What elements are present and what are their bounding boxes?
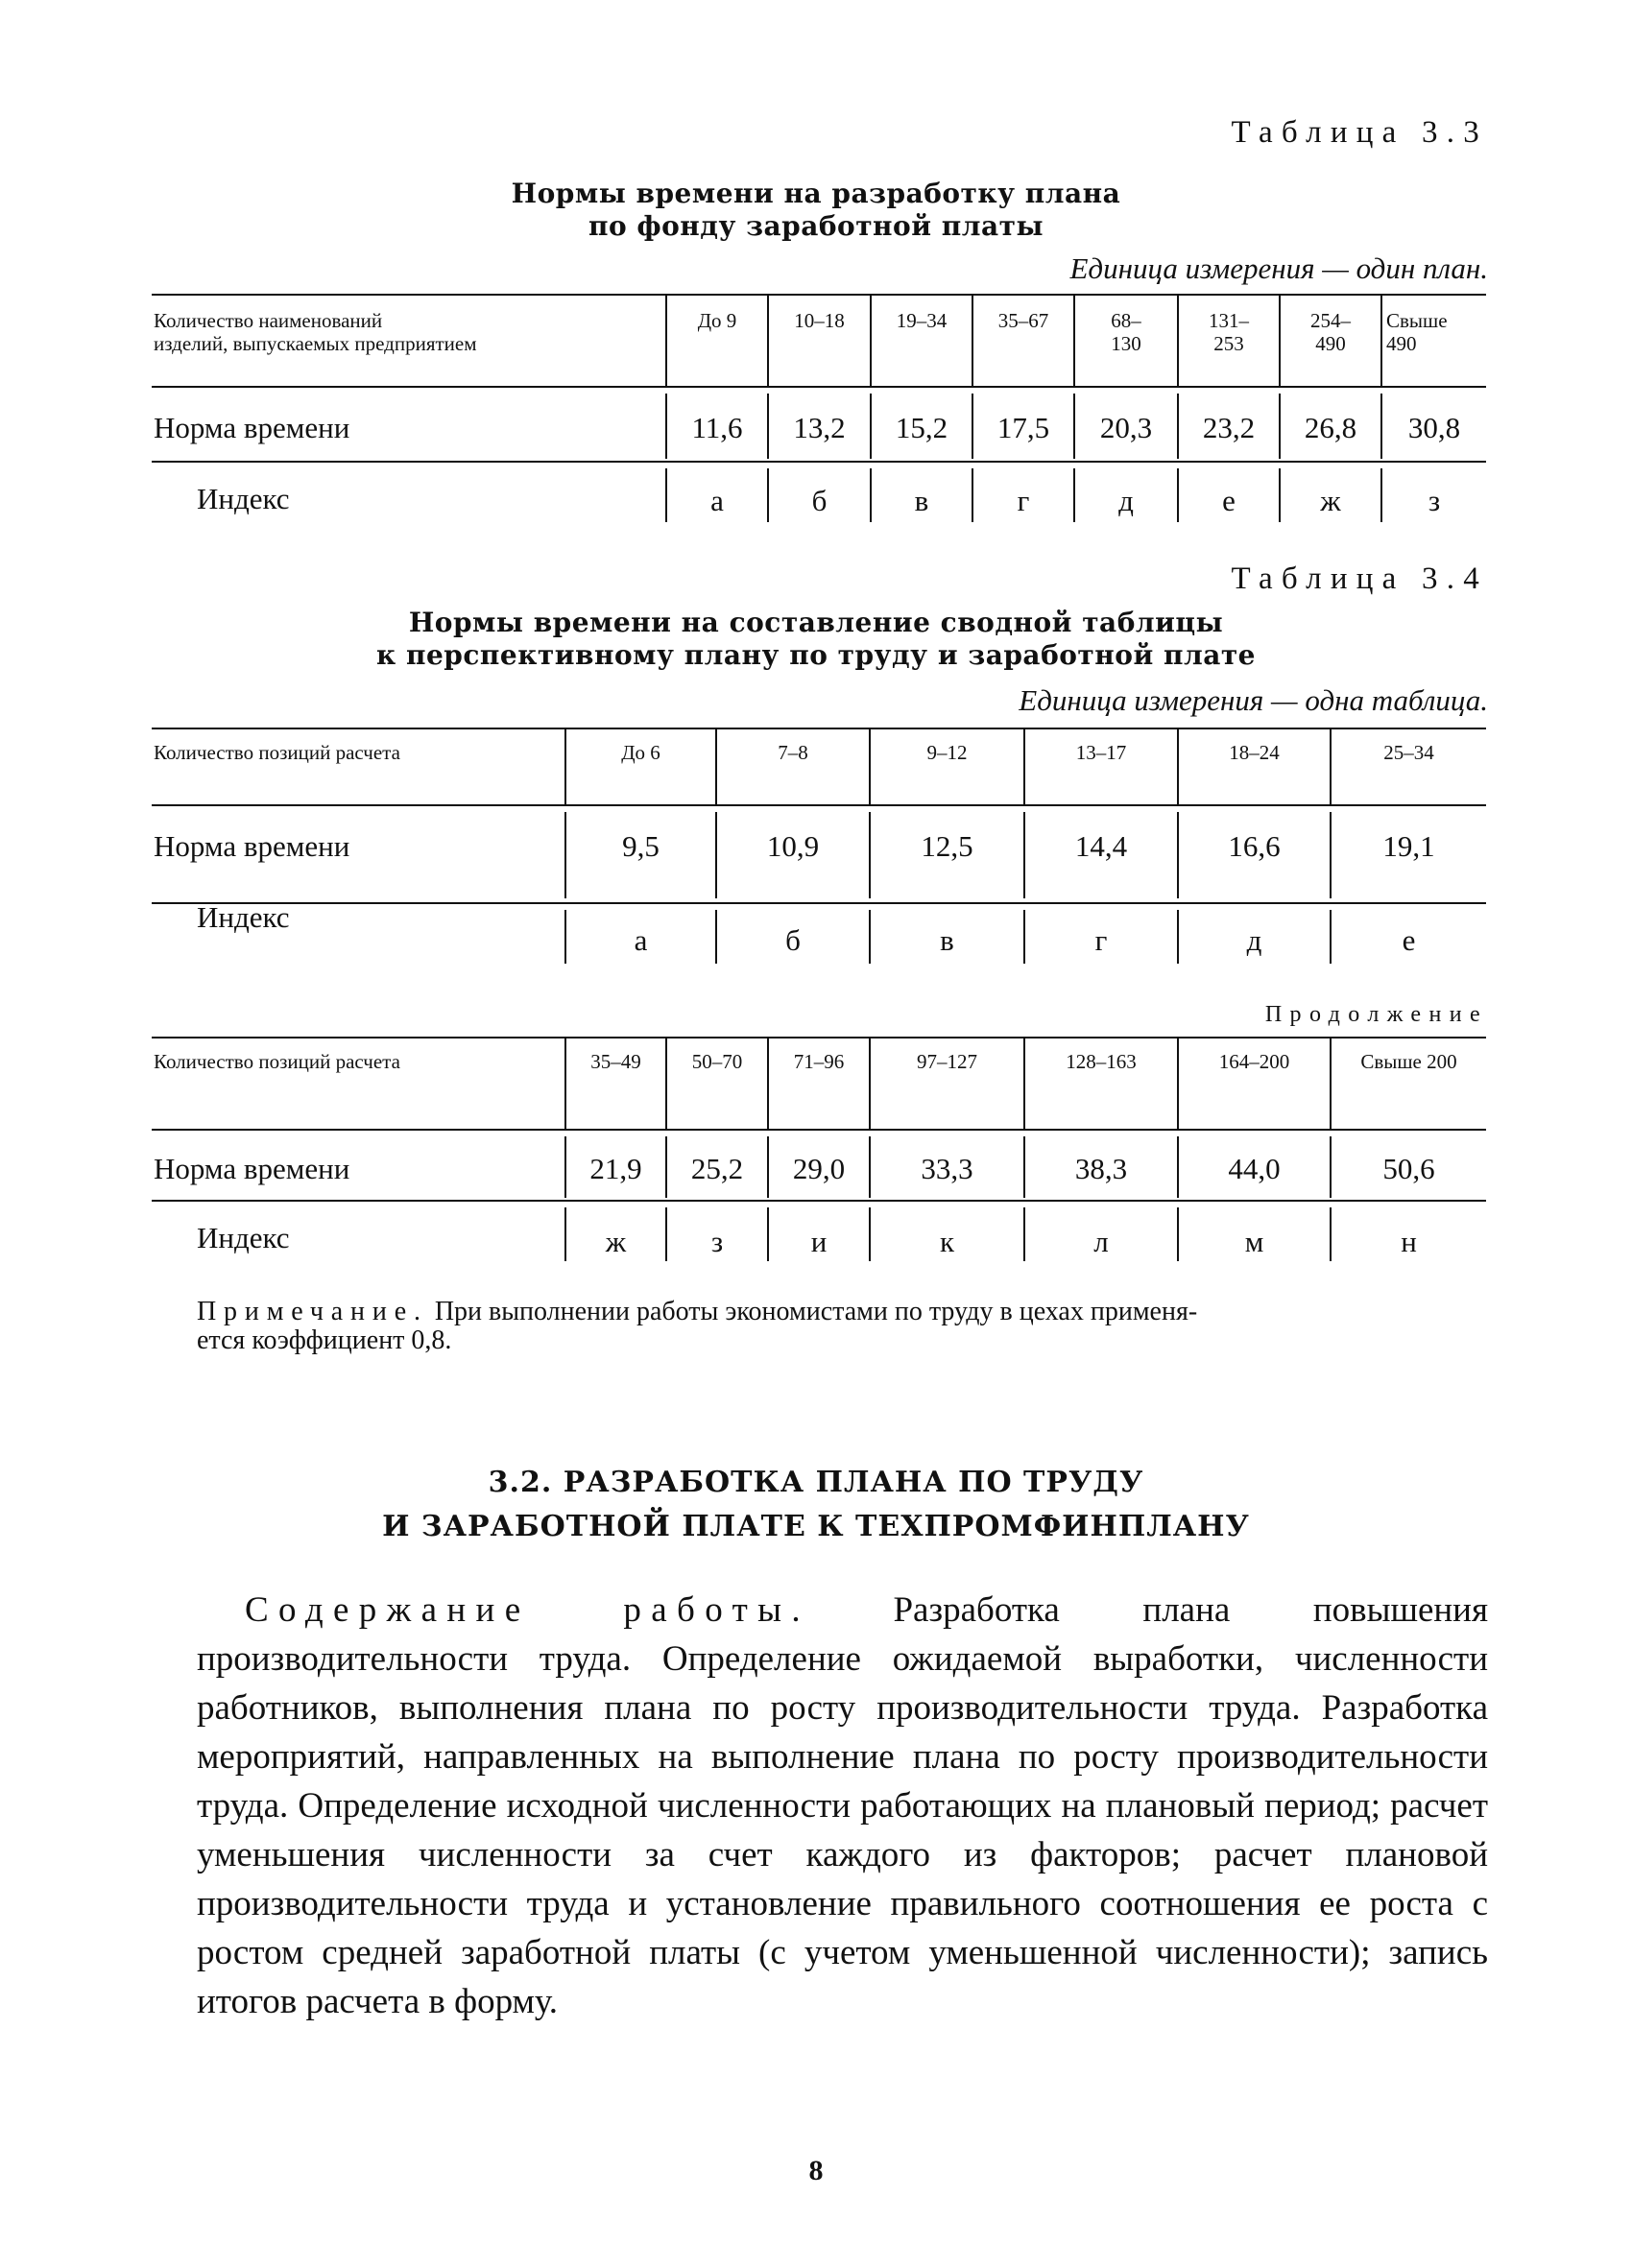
- table-cell: 11,6: [691, 411, 743, 444]
- column-header: 18–24: [1229, 741, 1280, 764]
- header-label-line1: Количество наименований: [154, 309, 383, 332]
- table-cell: 20,3: [1099, 411, 1153, 444]
- column-header: 164–200: [1218, 1050, 1290, 1073]
- table-cell: н: [1401, 1225, 1417, 1258]
- section-heading-line1: 3.2. РАЗРАБОТКА ПЛАНА ПО ТРУДУ: [488, 1466, 1144, 1499]
- column-header-line: 490: [1315, 332, 1346, 355]
- header-label: Количество позиций расчета: [154, 1050, 400, 1073]
- continuation-label: Продолжение: [1264, 1002, 1488, 1027]
- table-cell: 33,3: [921, 1152, 973, 1185]
- column-header: 50–70: [691, 1050, 743, 1073]
- column-header-line: 68–: [1111, 309, 1141, 332]
- table-cell: в: [914, 484, 929, 517]
- table-cell: 44,0: [1228, 1152, 1281, 1185]
- table-cell: к: [939, 1225, 955, 1258]
- table-cell: 38,3: [1074, 1152, 1128, 1185]
- lead-text: Содержание работы.: [245, 1590, 810, 1630]
- column-header: 25–34: [1383, 741, 1434, 764]
- note-prefix: Примечание.: [197, 1297, 428, 1326]
- column-header: 10–18: [794, 309, 845, 332]
- table-cell: 29,0: [792, 1152, 846, 1185]
- section-lead-in: [197, 1590, 810, 1630]
- table-cell: 10,9: [766, 829, 820, 863]
- table-3-4-title-line2: к перспективному плану по труду и заработной плате: [376, 639, 1256, 671]
- column-header: До 6: [621, 741, 660, 764]
- table-cell: 26,8: [1304, 411, 1357, 444]
- table-cell: 23,2: [1202, 411, 1256, 444]
- column-header-line: 254–: [1310, 309, 1351, 332]
- page-number: 8: [808, 2155, 824, 2186]
- table-3-4-unit: Единица измерения — одна таблица.: [1019, 683, 1488, 717]
- table-cell: д: [1118, 484, 1134, 517]
- row-label-norm: Норма времени: [154, 1152, 350, 1185]
- column-header: 128–163: [1066, 1050, 1137, 1073]
- column-header: 9–12: [926, 741, 968, 764]
- table-cell: д: [1246, 923, 1262, 957]
- table-cell: 50,6: [1382, 1152, 1435, 1185]
- table-3-4-label: Таблица 3.4: [1231, 561, 1488, 596]
- table-cell: 19,1: [1382, 829, 1435, 863]
- table-cell: л: [1093, 1225, 1109, 1258]
- table-cell: и: [810, 1225, 828, 1258]
- column-header-line: 490: [1386, 332, 1417, 355]
- table-cell: а: [710, 484, 724, 517]
- table-cell: б: [811, 484, 828, 517]
- table-rule: [152, 1129, 1486, 1131]
- header-label-line2: изделий, выпускаемых предприятием: [154, 332, 477, 355]
- row-label-index: Индекс: [197, 482, 290, 515]
- table-cell: 14,4: [1074, 829, 1128, 863]
- table-cell: в: [940, 923, 954, 957]
- table-cell: 9,5: [622, 829, 660, 863]
- table-3-3-label: Таблица 3.3: [1231, 115, 1488, 150]
- table-cell: е: [1222, 484, 1236, 517]
- section-heading: [240, 1461, 1392, 1549]
- column-header: 35–49: [590, 1050, 641, 1073]
- table-cell: б: [785, 923, 801, 957]
- header-label: Количество позиций расчета: [154, 741, 400, 764]
- row-label-index: Индекс: [197, 900, 290, 934]
- table-cell: 17,5: [996, 411, 1050, 444]
- table-cell: г: [1017, 484, 1030, 517]
- table-note-line1: [197, 1298, 1488, 1326]
- table-cell: е: [1402, 923, 1416, 957]
- table-cell: м: [1244, 1225, 1264, 1258]
- table-cell: г: [1094, 923, 1108, 957]
- table-cell: 30,8: [1407, 411, 1461, 444]
- table-rule: [152, 1200, 1486, 1202]
- section-body: [197, 1586, 1488, 2026]
- column-header: 7–8: [778, 741, 808, 764]
- column-header: 35–67: [997, 309, 1049, 332]
- table-cell: 13,2: [793, 411, 846, 444]
- table-cell: ж: [1320, 484, 1341, 517]
- column-header: 97–127: [917, 1050, 977, 1073]
- table-rule: [152, 1037, 1486, 1039]
- row-label-norm: Норма времени: [154, 411, 350, 444]
- table-note-line2: ется коэффициент 0,8.: [197, 1325, 452, 1355]
- row-label-index: Индекс: [197, 1221, 290, 1254]
- table-cell: 12,5: [921, 829, 973, 863]
- column-header-line: 253: [1213, 332, 1244, 355]
- column-header-line: 131–: [1209, 309, 1249, 332]
- section-body-text: Разработка плана повышения производительности труда. Определение ожидаемой выработки, численности работников, выполнения плана по росту производительности труда. Разработка мероприятий, направленных на выполнение плана по росту производительности труда. Определение исходной численности работающих на плановый период; расчет уменьшения численности за счет каждого из факторов; расчет плановой производительности труда и установление правильного соотношения ее роста с ростом средней заработной платы (с учетом уменьшенной численности); запись итогов расчета в форму.: [197, 1590, 1488, 2021]
- table-3-3-title-line1: Нормы времени на разработку плана: [511, 178, 1121, 209]
- table-cell: 16,6: [1228, 829, 1281, 863]
- column-header-line: 130: [1111, 332, 1141, 355]
- column-header-line: Свыше: [1386, 309, 1448, 332]
- column-header: 71–96: [793, 1050, 845, 1073]
- table-cell: 15,2: [895, 411, 948, 444]
- row-label-norm: Норма времени: [154, 829, 350, 863]
- table-cell: з: [710, 1225, 724, 1258]
- table-3-4-title-line1: Нормы времени на составление сводной таблицы: [408, 607, 1224, 638]
- column-header: Свыше 200: [1360, 1050, 1457, 1073]
- column-header: 19–34: [896, 309, 948, 332]
- table-3-3-unit: Единица измерения — один план.: [1069, 251, 1488, 285]
- table-cell: з: [1428, 484, 1441, 517]
- table-cell: а: [634, 923, 648, 957]
- column-header: 13–17: [1075, 741, 1127, 764]
- note-text: При выполнении работы экономистами по труду в цехах применя-: [427, 1297, 1198, 1326]
- table-cell: ж: [605, 1225, 627, 1258]
- table-3-3-title-line2: по фонду заработной платы: [588, 210, 1044, 242]
- section-heading-line2: И ЗАРАБОТНОЙ ПЛАТЕ К ТЕХПРОМФИНПЛАНУ: [382, 1510, 1250, 1543]
- column-header: До 9: [697, 309, 737, 332]
- table-cell: 21,9: [589, 1152, 642, 1185]
- table-cell: 25,2: [690, 1152, 744, 1185]
- table-note: [197, 1298, 1488, 1355]
